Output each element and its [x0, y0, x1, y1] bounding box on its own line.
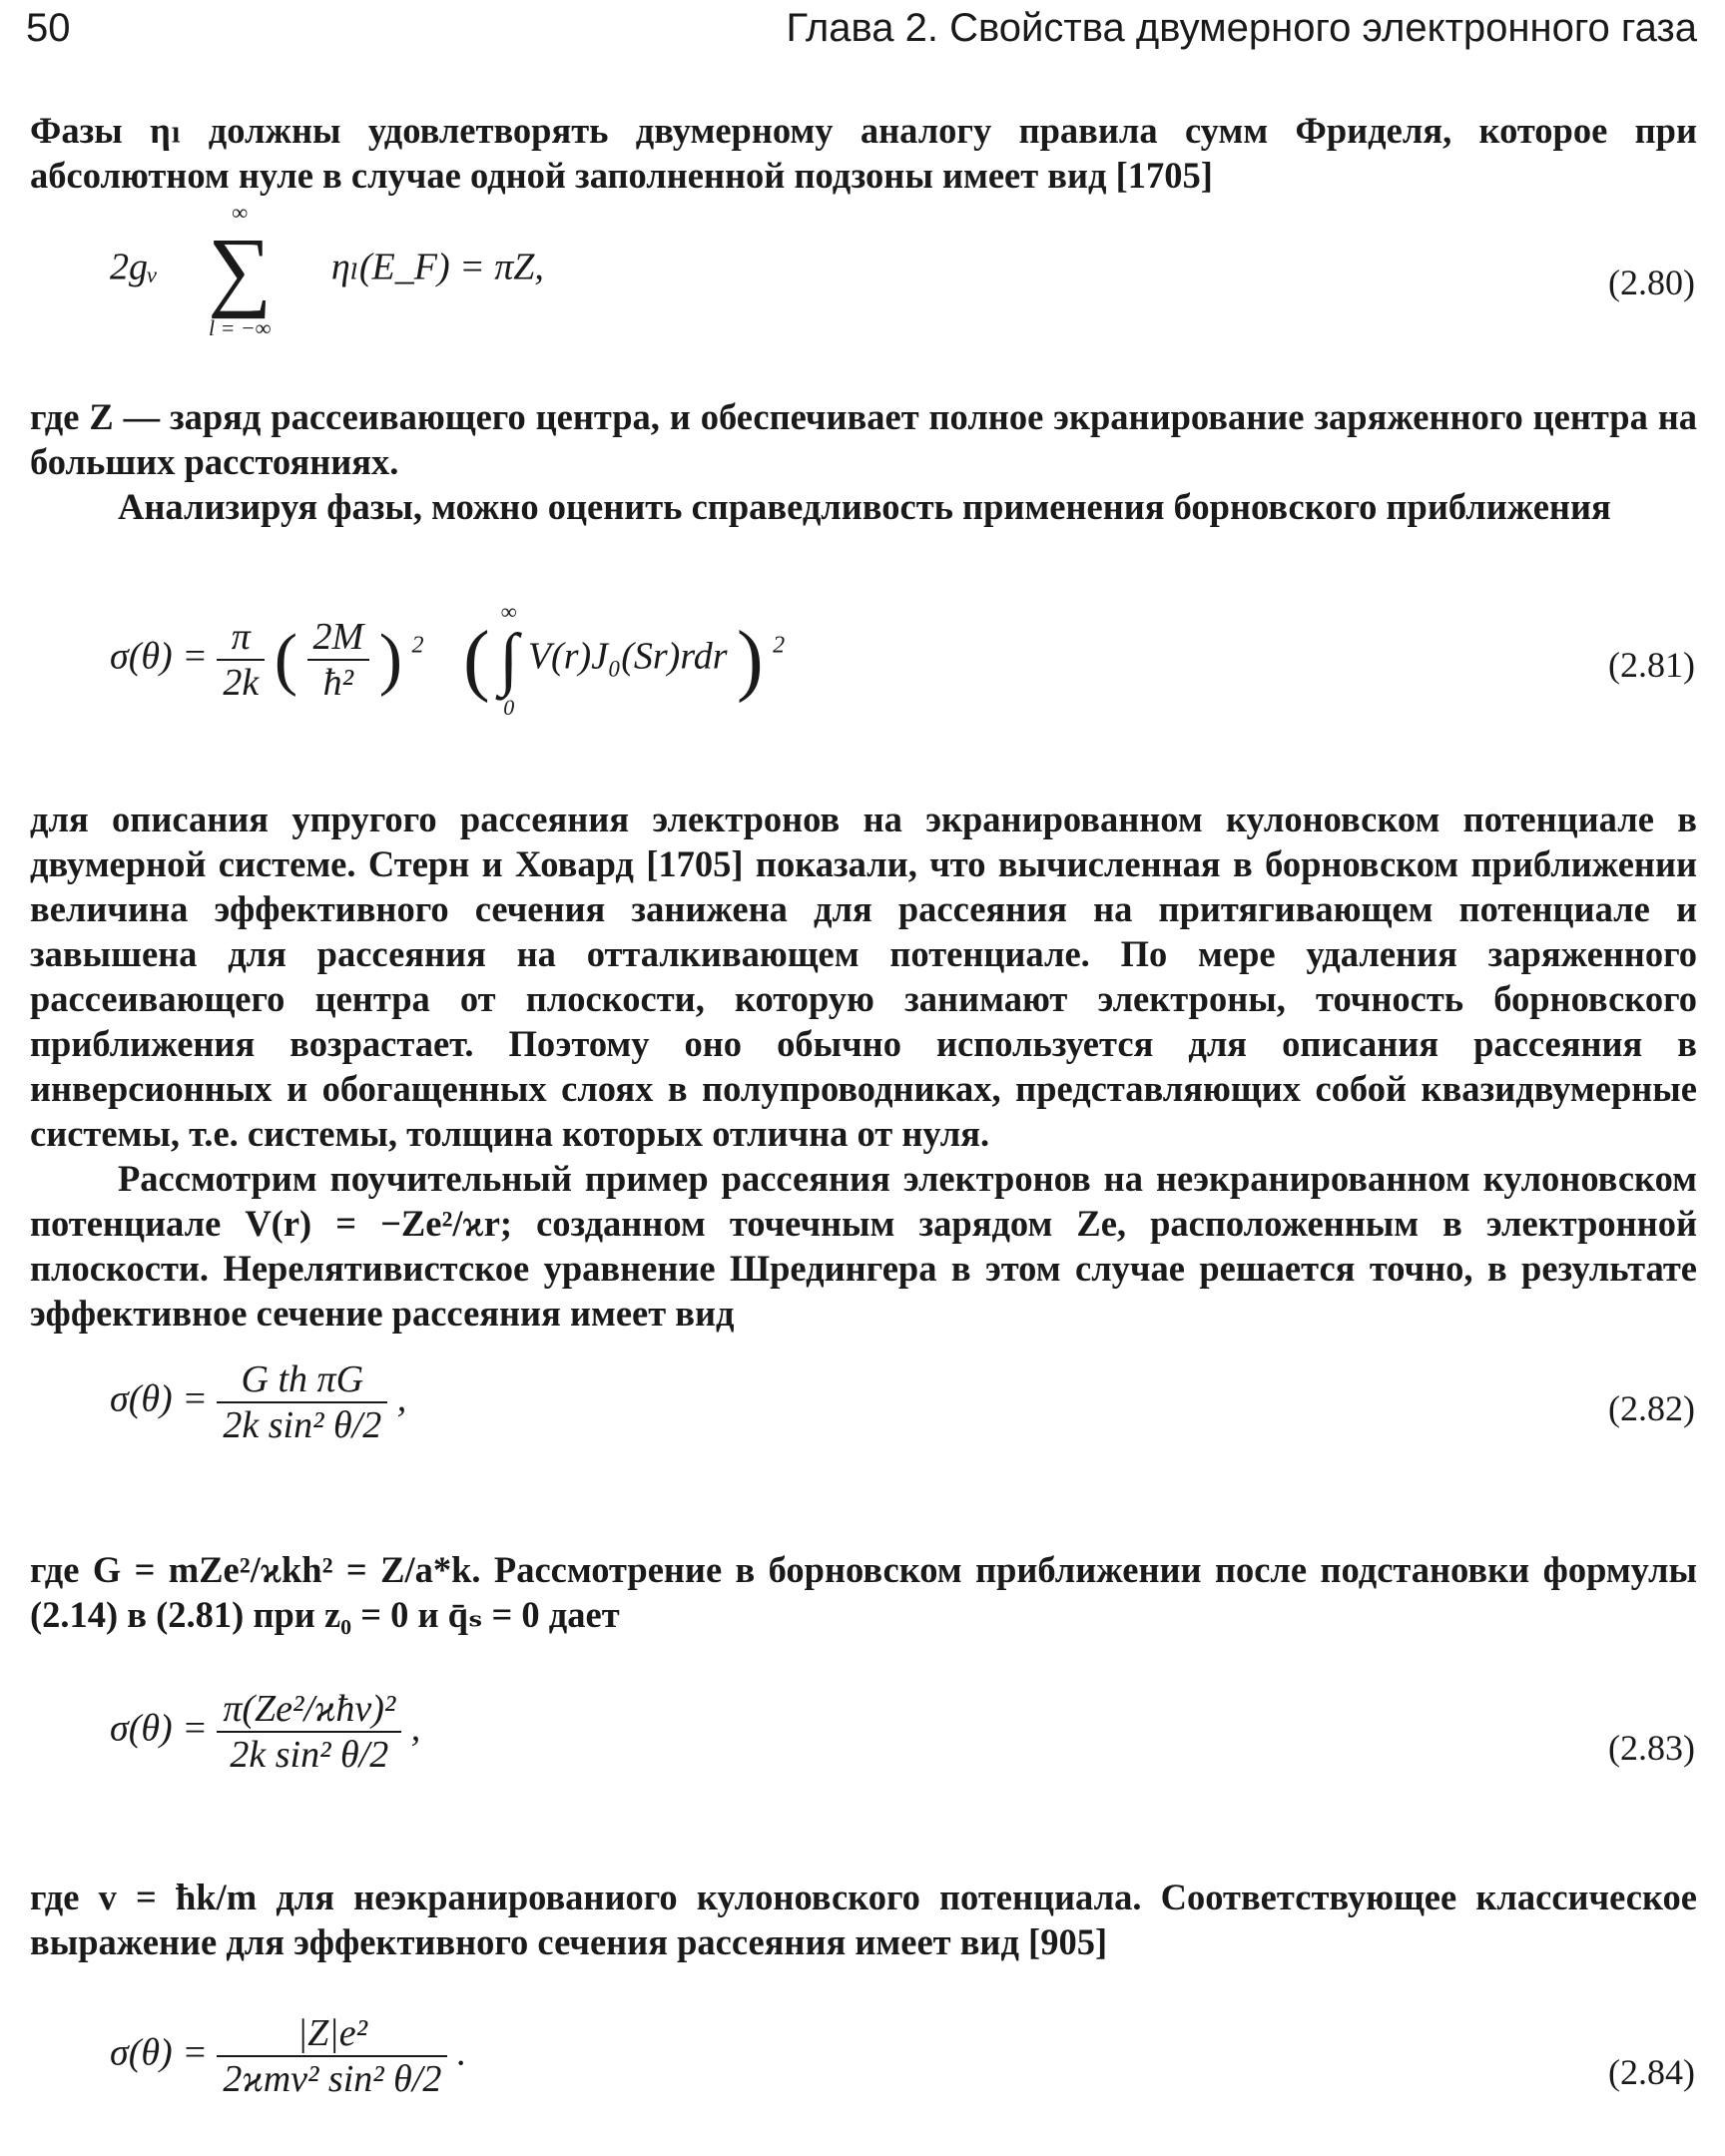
integral-symbol: ∞ ∫ 0	[499, 599, 519, 720]
page-number: 50	[26, 6, 71, 50]
sum-symbol: ∞ ∑ l = −∞	[208, 200, 273, 340]
paragraph-1: Фазы ηₗ должны удовлетворять двумерному аналогу правила сумм Фриделя, которое при абсолютном нуле в случае одной заполненной подзоны имеет вид [1705]	[30, 110, 1697, 196]
equation-number: (2.82)	[1608, 1388, 1695, 1428]
fraction: $\frac{\text{|Z|e²}}{\text{2ϰmv² sin² θ/2}}$	[217, 2011, 447, 2101]
fraction: $\frac{\text{π(Ze²/ϰħv)²}}{\text{2k sin² θ/2}}$	[217, 1687, 401, 1777]
paragraph-6: где G = mZe²/ϰkh² = Z/a*k. Рассмотрение в борновском приближении после подстановки формулы (2.14) в (2.81) при z₀ = 0 и q̄ₛ = 0 дает	[30, 1549, 1697, 1635]
equation-2-83: σ(θ) = $\frac{\text{π(Ze²/ϰħv)²}}{\text{2k sin² θ/2}}$ ,	[110, 1688, 421, 1776]
equation-number: (2.81)	[1608, 645, 1695, 685]
equation-2-80	[110, 200, 544, 341]
paragraph-5: Рассмотрим поучительный пример рассеяния электронов на неэкранированном кулоновском потенциале V(r) = −Ze²/ϰr; созданном точечным зарядом Ze, расположенным в электронной плоскости. Нерелятивистское уравнение Шредингера в этом случае решается точно, в результате эффективное сечение рассеяния имеет вид	[30, 1158, 1697, 1334]
equation-2-82: σ(θ) = $\frac{\text{G th πG}}{\text{2k sin² θ/2}}$ ,	[110, 1358, 407, 1446]
equation-2-81: σ(θ) = $\frac{\pi}{2k}$ ( $\frac{2M}{\text{ħ²}}$ ) $^2$ ( ∞ ∫ 0 V(r)J₀(Sr)rdr ) $^2$	[110, 599, 786, 720]
eq-coefficient: 2gᵥ	[110, 246, 159, 288]
paragraph-2: где Z — заряд рассеивающего центра, и обеспечивает полное экранирование заряженного центра на больших расстояниях.	[30, 396, 1697, 482]
fraction: $\frac{\pi}{2k}$	[217, 615, 265, 705]
equation-number: (2.83)	[1608, 1728, 1695, 1768]
paragraph-4: для описания упругого рассеяния электронов на экранированном кулоновском потенциале в двумерной системе. Стерн и Ховард [1705] показали, что вычисленная в борновском приближении величина эффективного сечения занижена для рассеяния на притягивающем потенциале и завышена для рассеяния на отталкивающем потенциале. По мере удаления заряженного рассеивающего центра от плоскости, которую занимают электроны, точность борновского приближения возрастает. Поэтому оно обычно используется для описания рассеяния в инверсионных и обогащенных слоях в полупроводниках, представляющих собой квазидвумерные системы, т.е. системы, толщина которых отлична от нуля.	[30, 799, 1697, 1154]
equation-number: (2.84)	[1608, 2052, 1695, 2092]
eq-body: ηₗ(E_F) = πZ,	[330, 246, 544, 288]
equation-2-84: σ(θ) = $\frac{\text{|Z|e²}}{\text{2ϰmv² sin² θ/2}}$ .	[110, 2012, 467, 2100]
chapter-title: Глава 2. Свойства двумерного электронного газа	[786, 6, 1697, 50]
fraction: $\frac{\text{G th πG}}{\text{2k sin² θ/2}}$	[217, 1357, 387, 1447]
equation-number: (2.80)	[1608, 263, 1695, 302]
paragraph-3: Анализируя фазы, можно оценить справедливость применения борновского приближения	[118, 486, 1611, 527]
paragraph-7: где v = ħk/m для неэкранированиого кулоновского потенциала. Соответствующее классическое выражение для эффективного сечения рассеяния имеет вид [905]	[30, 1877, 1697, 1962]
fraction: $\frac{2M}{\text{ħ²}}$	[307, 615, 370, 705]
